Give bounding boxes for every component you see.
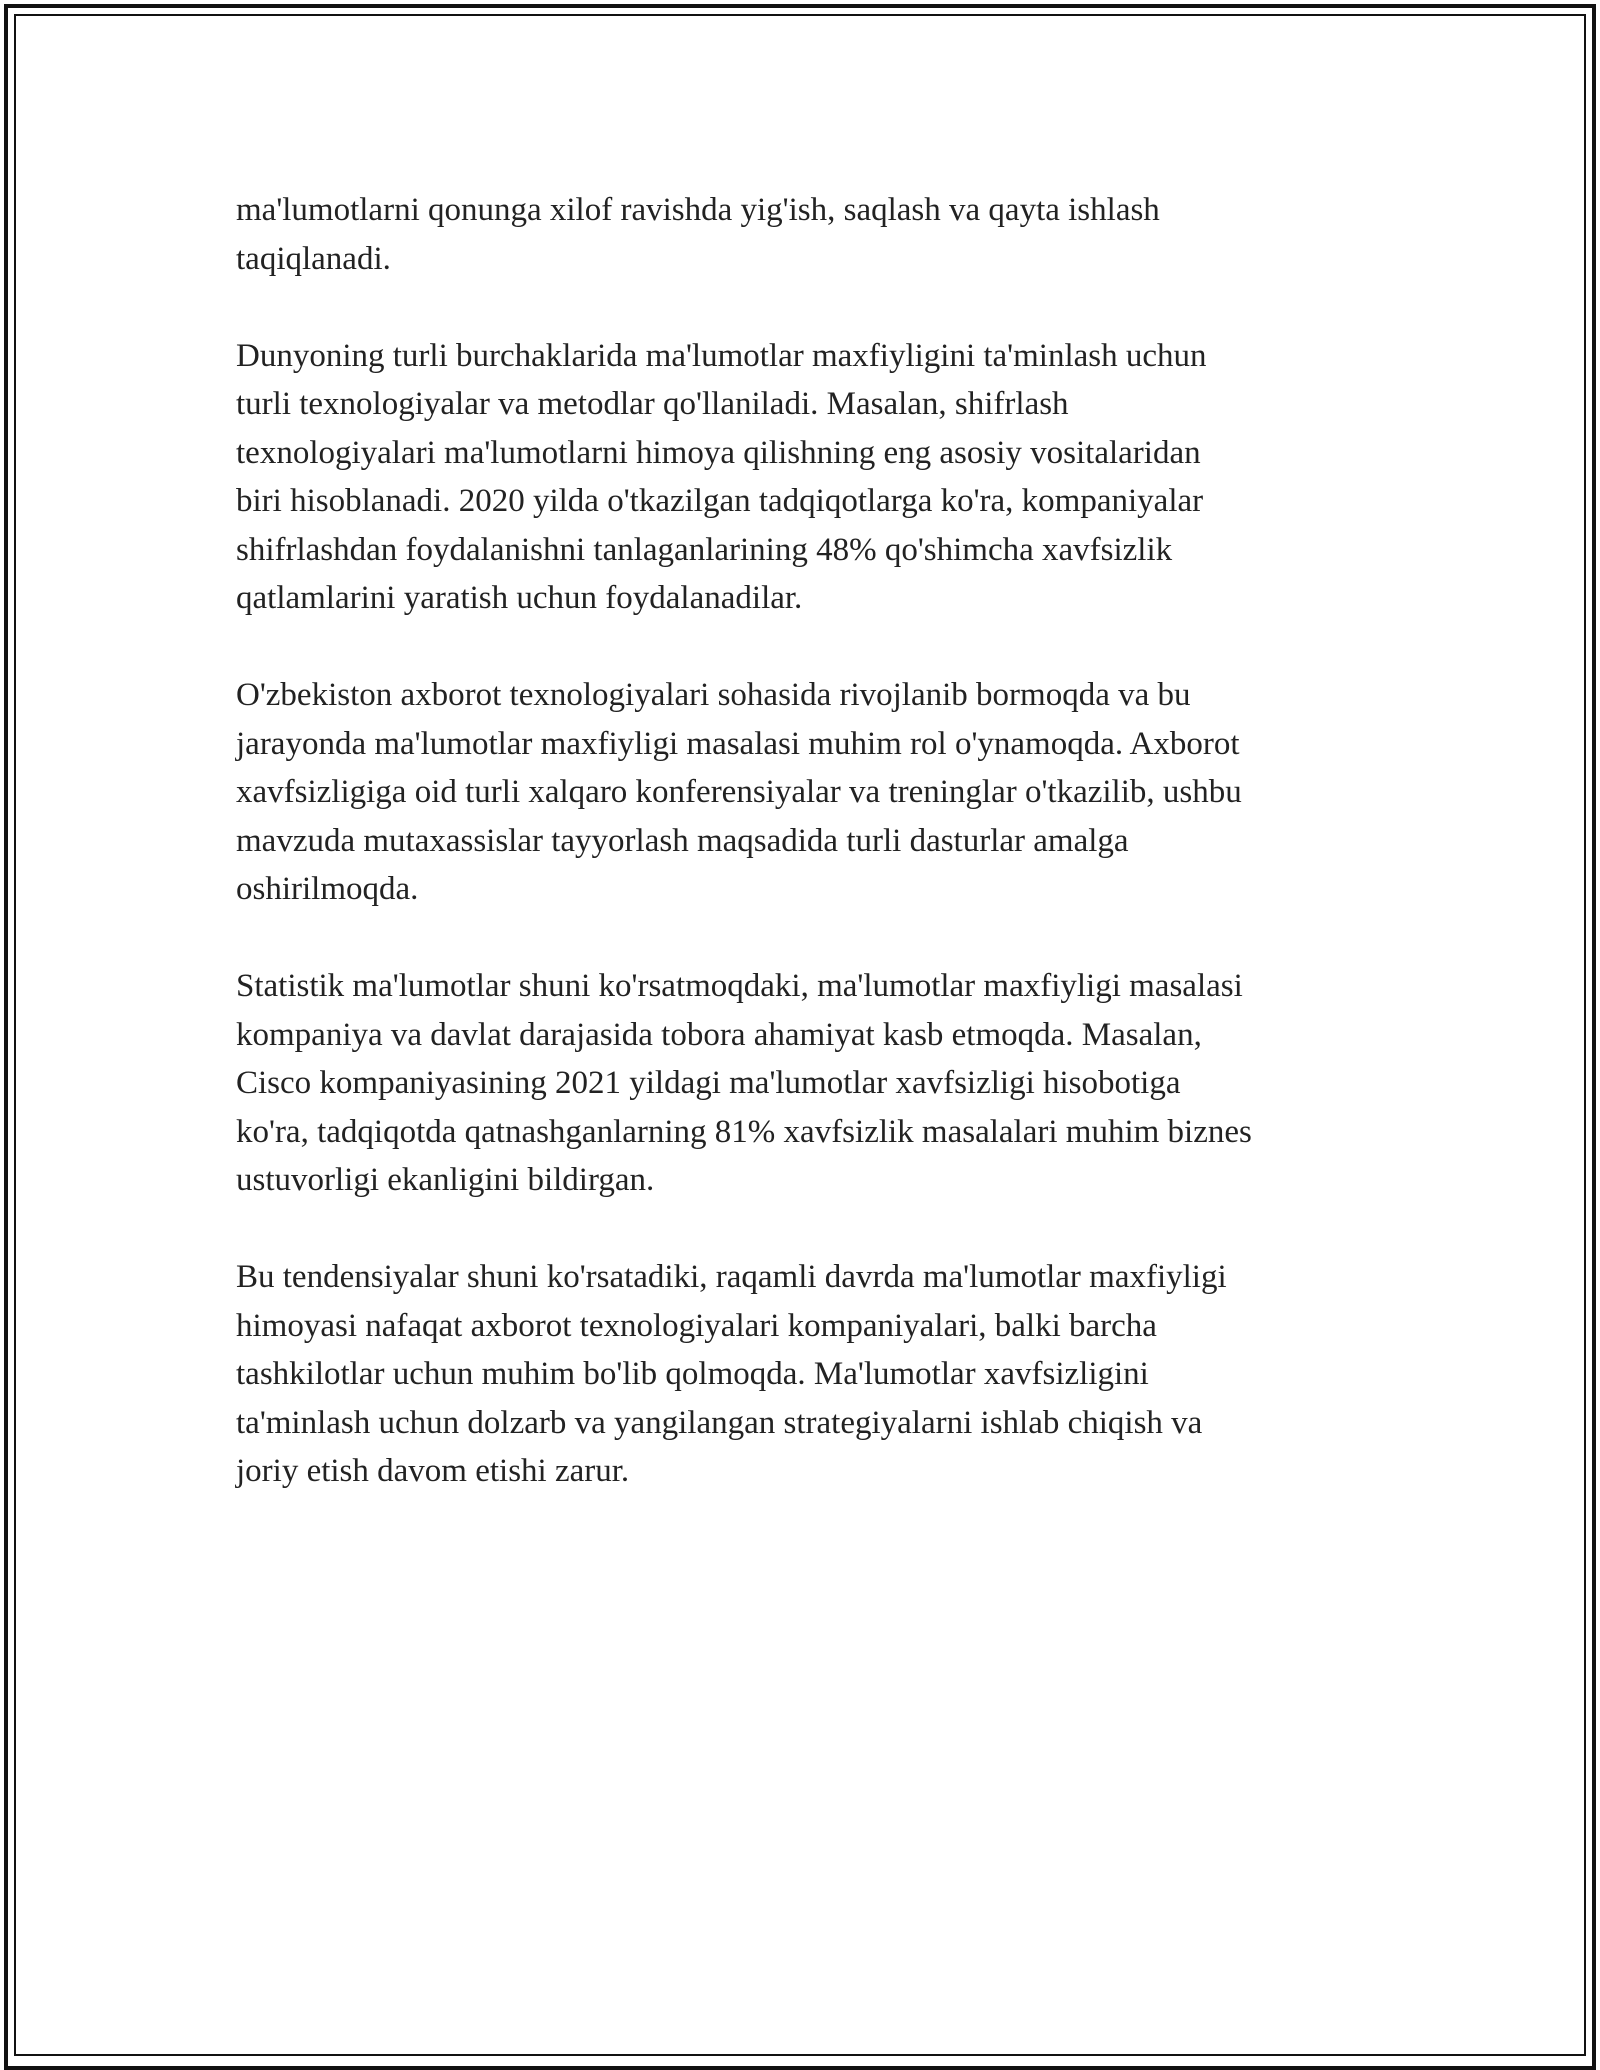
paragraph-2: Dunyoning turli burchaklarida ma'lumotlar maxfiyligini ta'minlash uchun turli texnologiyalar va metodlar qo'llaniladi. Masalan, shifrlash texnologiyalari ma'lumotlarni himoya qilishning eng asosiy vositalaridan biri hisoblanadi. 2020 yilda o'tkazilgan tadqiqotlarga ko'ra, kompaniyalar shifrlashdan foydalanishni tanlaganlarining 48% qo'shimcha xavfsizlik qatlamlarini yaratish uchun foydalanadilar.: [236, 337, 1207, 616]
paragraph-4: Statistik ma'lumotlar shuni ko'rsatmoqdaki, ma'lumotlar maxfiyligi masalasi kompaniya va davlat darajasida tobora ahamiyat kasb etmoqda. Masalan, Cisco kompaniyasining 2021 yildagi ma'lumotlar xavfsizligi hisobotiga ko'ra, tadqiqotda qatnashganlarning 81% xavfsizlik masalalari muhim biznes ustuvorligi ekanligini bildirgan.: [236, 968, 1252, 1198]
document-body: [236, 186, 1386, 1544]
paragraph-3: O'zbekiston axborot texnologiyalari sohasida rivojlanib bormoqda va bu jarayonda ma'lumotlar maxfiyligi masalasi muhim rol o'ynamoqda. Axborot xavfsizligiga oid turli xalqaro konferensiyalar va treninglar o'tkazilib, ushbu mavzuda mutaxassislar tayyorlash maqsadida turli dasturlar amalga oshirilmoqda.: [236, 677, 1242, 907]
paragraph-1: ma'lumotlarni qonunga xilof ravishda yig'ish, saqlash va qayta ishlash taqiqlanadi.: [236, 192, 1160, 277]
paragraph-5: Bu tendensiyalar shuni ko'rsatadiki, raqamli davrda ma'lumotlar maxfiyligi himoyasi nafaqat axborot texnologiyalari kompaniyalari, balki barcha tashkilotlar uchun muhim bo'lib qolmoqda. Ma'lumotlar xavfsizligini ta'minlash uchun dolzarb va yangilangan strategiyalarni ishlab chiqish va joriy etish davom etishi zarur.: [236, 1259, 1227, 1489]
